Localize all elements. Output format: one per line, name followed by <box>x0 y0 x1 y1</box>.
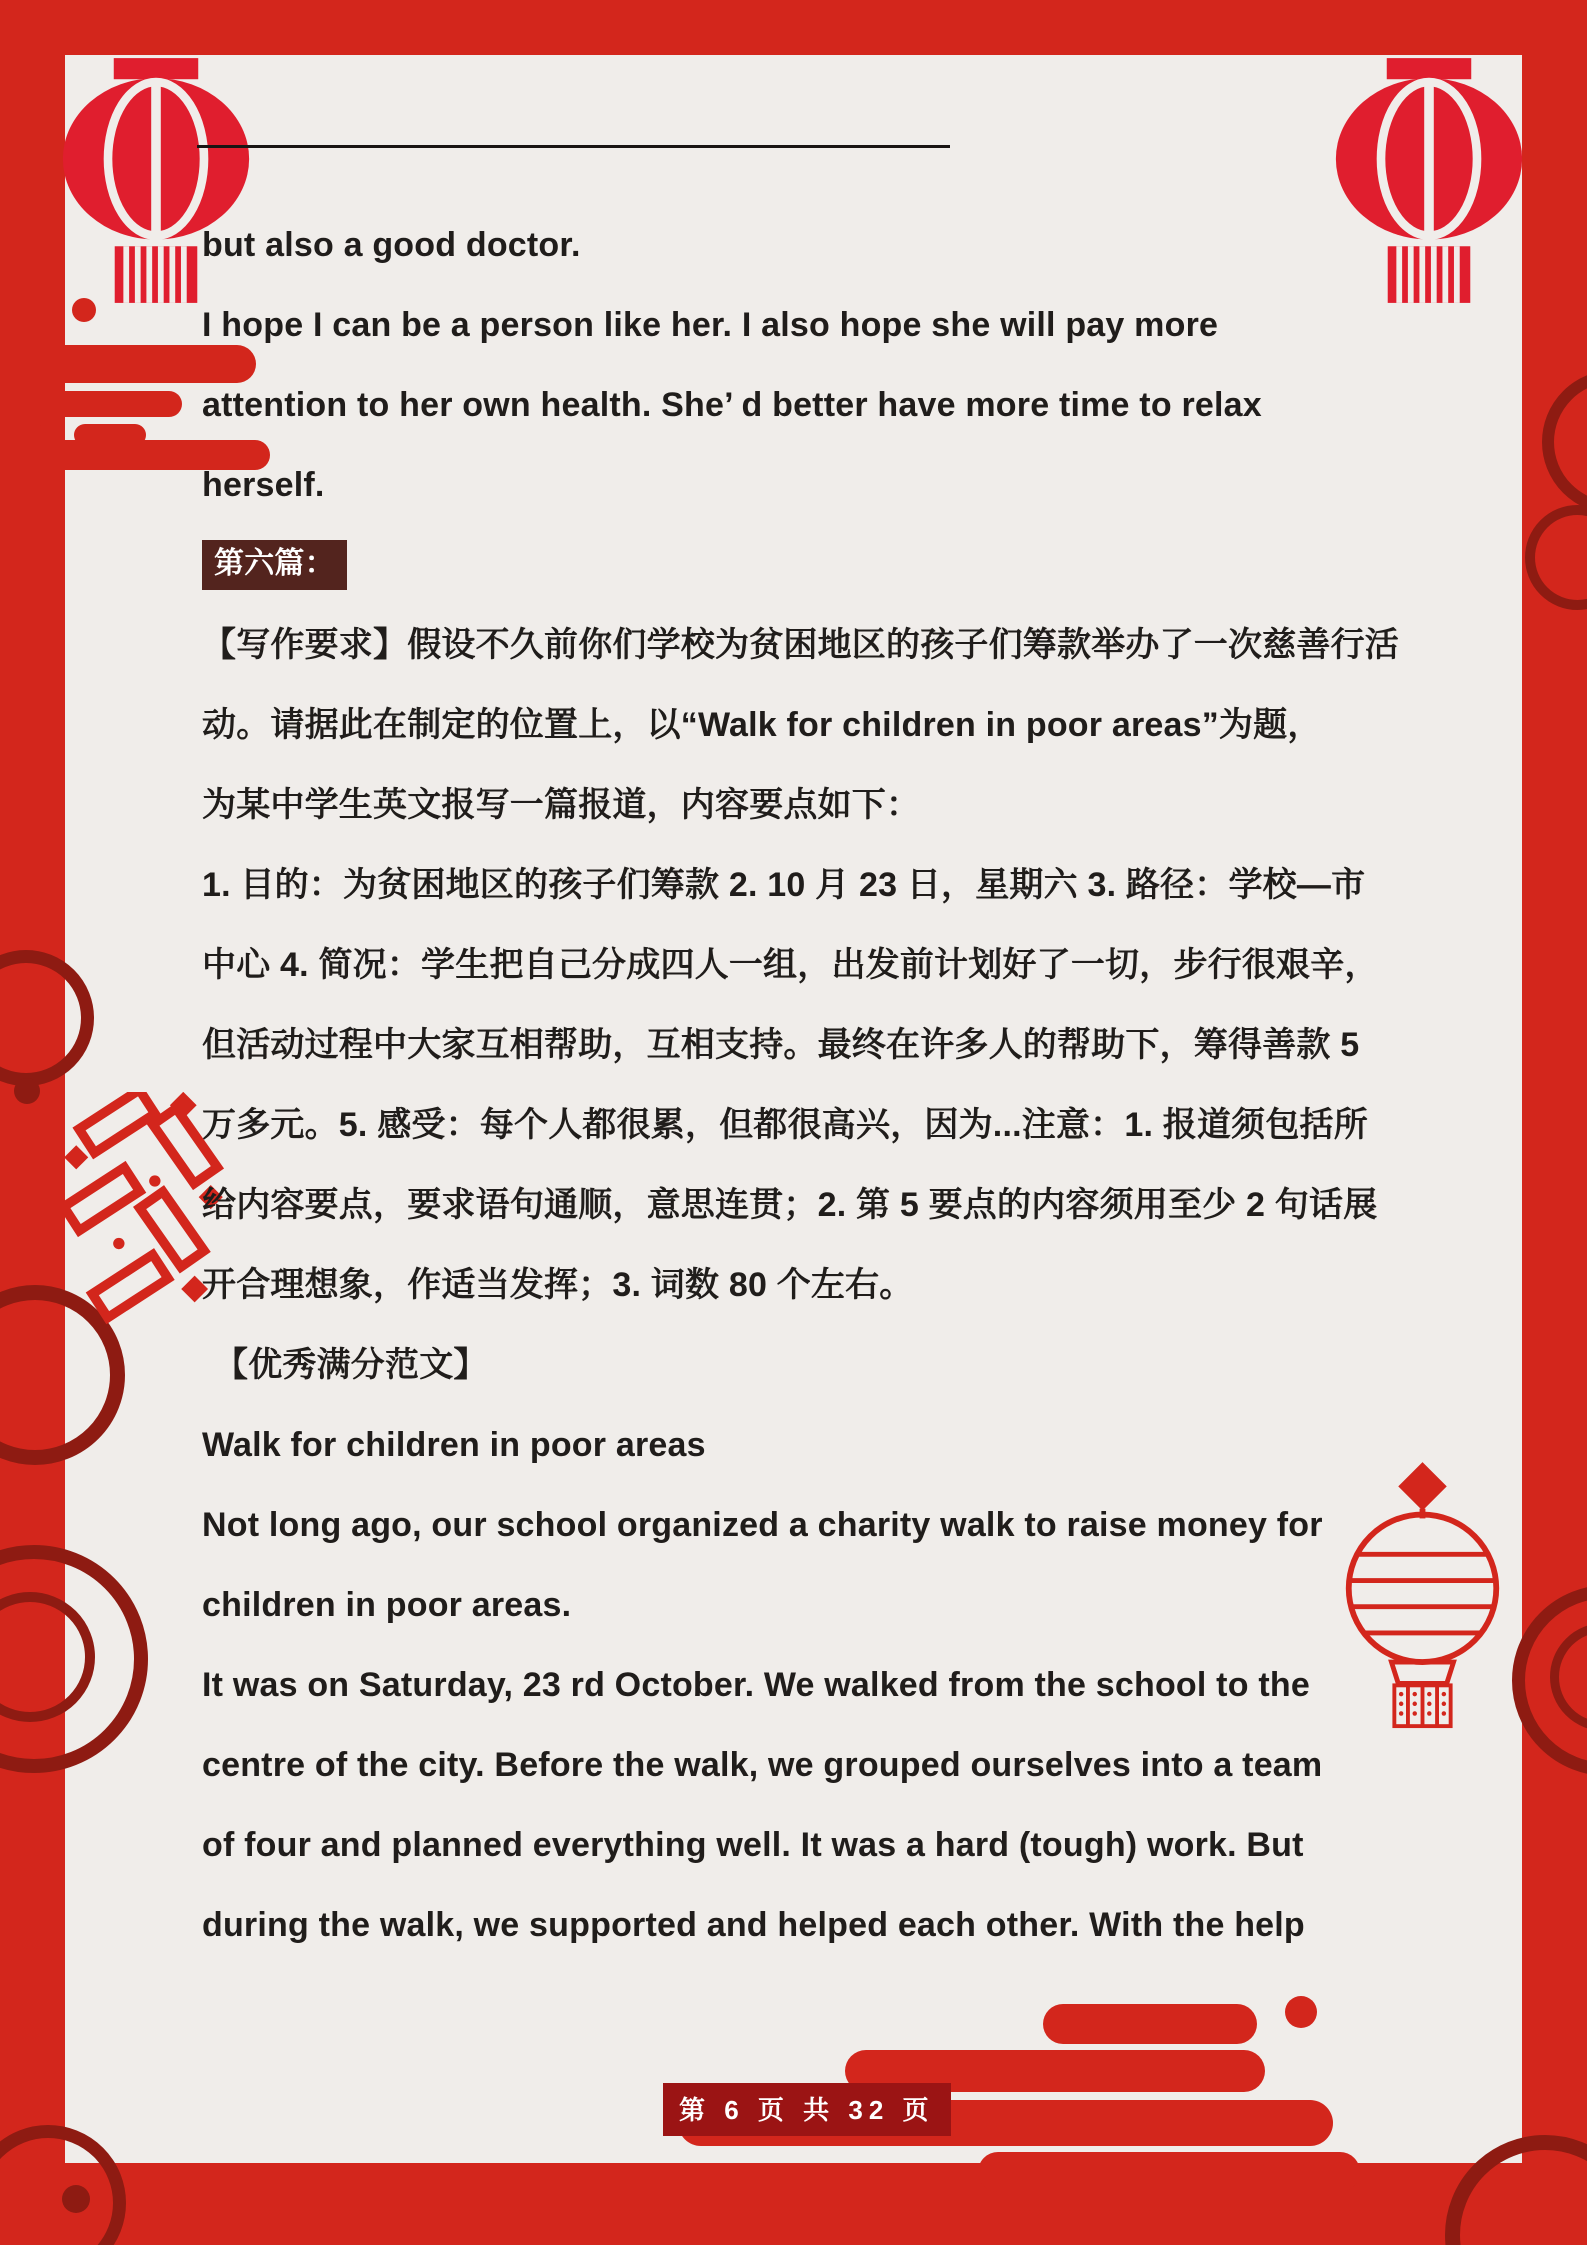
essay-answer-line: attention to her own health. She’ d better have more time to relax <box>202 386 1262 424</box>
requirement-line: 万多元。5. 感受：每个人都很累，但都很高兴，因为...注意：1. 报道须包括所 <box>202 1106 1368 1144</box>
cloud-icon <box>1043 2004 1257 2044</box>
model-essay-header: 【优秀满分范文】 <box>214 1346 488 1384</box>
ring-ornament-icon <box>0 950 94 1086</box>
essay-title: Walk for children in poor areas <box>202 1426 706 1464</box>
page-number-badge: 第 6 页 共 32 页 <box>663 2083 951 2136</box>
requirement-line: 1. 目的：为贫困地区的孩子们筹款 2. 10 月 23 日，星期六 3. 路径：学校—市 <box>202 866 1366 904</box>
dot-ornament-icon <box>62 2185 90 2213</box>
requirement-line: 【写作要求】假设不久前你们学校为贫困地区的孩子们筹款举办了一次慈善行活 <box>202 626 1399 664</box>
cloud-icon <box>978 2152 1360 2192</box>
header-rule <box>197 145 950 148</box>
frame-border-left <box>0 0 65 2245</box>
dot-ornament-icon <box>14 1078 40 1104</box>
ring-ornament-icon <box>0 2125 126 2245</box>
requirement-line: 为某中学生英文报写一篇报道，内容要点如下： <box>202 786 921 824</box>
dot-ornament-icon <box>72 298 96 322</box>
requirement-line: 开合理想象，作适当发挥；3. 词数 80 个左右。 <box>202 1266 914 1304</box>
requirement-line: 中心 4. 简况：学生把自己分成四人一组，出发前计划好了一切，步行很艰辛， <box>202 946 1379 984</box>
essay-answer-line: but also a good doctor. <box>202 226 581 264</box>
essay-line: children in poor areas. <box>202 1586 572 1624</box>
essay-line: Not long ago, our school organized a charity walk to raise money for <box>202 1506 1323 1544</box>
frame-border-top <box>0 0 1587 55</box>
ring-ornament-icon <box>1445 2135 1587 2245</box>
document-body <box>202 205 1522 1965</box>
essay-line: centre of the city. Before the walk, we grouped ourselves into a team <box>202 1746 1323 1784</box>
dot-ornament-icon <box>1285 1996 1317 2028</box>
section-badge: 第六篇： <box>202 540 347 590</box>
requirement-line: 但活动过程中大家互相帮助，互相支持。最终在许多人的帮助下，筹得善款 5 <box>202 1026 1360 1064</box>
essay-line: of four and planned everything well. It was a hard (tough) work. But <box>202 1826 1304 1864</box>
cloud-icon <box>0 391 182 417</box>
essay-answer-line: herself. <box>202 466 325 504</box>
essay-line: It was on Saturday, 23 rd October. We walked from the school to the <box>202 1666 1310 1704</box>
essay-answer-line: I hope I can be a person like her. I also hope she will pay more <box>202 306 1219 344</box>
essay-line: during the walk, we supported and helped each other. With the help <box>202 1906 1305 1944</box>
requirement-line: 动。请据此在制定的位置上，以“Walk for children in poor areas”为题， <box>202 706 1322 744</box>
frame-border-right <box>1522 0 1587 2245</box>
requirement-line: 给内容要点，要求语句通顺，意思连贯；2. 第 5 要点的内容须用至少 2 句话展 <box>202 1186 1378 1224</box>
section-badge-row <box>202 525 1522 605</box>
